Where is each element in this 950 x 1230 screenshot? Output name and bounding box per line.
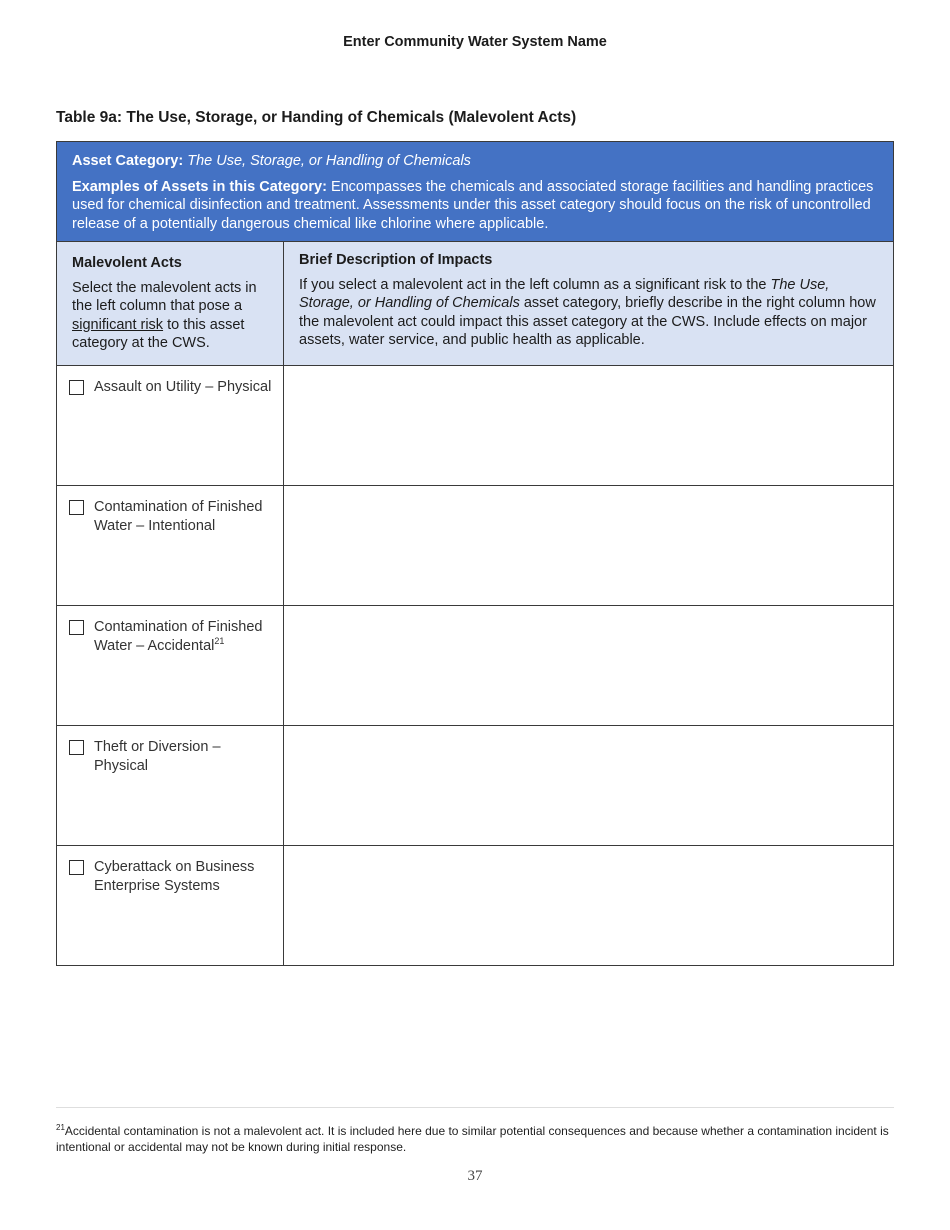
examples-text: Encompasses the chemicals and associated storage facilities and handling practices used for chemical disinfection and treatment. Assessments under this asset category should focus on the risk of uncontrolled release of a potentially dangerous chemical like chlorine where applicable. <box>72 178 874 232</box>
act-label: Theft or Diversion – Physical <box>94 739 221 774</box>
asset-category-line <box>72 152 878 171</box>
page-number: 37 <box>467 1168 483 1184</box>
act-label: Cyberattack on Business Enterprise Systems <box>94 859 255 894</box>
impact-description-field[interactable] <box>299 855 878 956</box>
table-row <box>57 726 893 846</box>
act-cell <box>57 486 284 605</box>
act-checkbox[interactable] <box>69 860 84 875</box>
impact-description-field[interactable] <box>299 375 878 476</box>
footnote-number: 21 <box>56 1123 65 1132</box>
table-row <box>57 366 893 486</box>
table-row <box>57 486 893 606</box>
malevolent-acts-header <box>57 242 284 365</box>
impacts-text: If you select a malevolent act in the left column as a significant risk to the <box>299 276 771 293</box>
examples-line <box>72 178 878 234</box>
table-row <box>57 606 893 726</box>
instructions-text-end: to this asset category at the CWS. <box>72 316 245 351</box>
act-cell <box>57 846 284 965</box>
instructions-text: Select the malevolent acts in the left column that pose a <box>72 279 257 314</box>
act-label: Contamination of Finished Water – Accidental$^{21}$ <box>94 619 263 654</box>
footnote-text: Accidental contamination is not a malevolent act. It is included here due to similar potential consequences and because whether a contamination incident is intentional or accidental may not be known during initial response. <box>56 1124 889 1154</box>
footnote-divider <box>56 1107 894 1108</box>
impact-description-cell[interactable] <box>284 366 893 485</box>
impacts-asset-name: The Use, Storage, or Handling of Chemicals <box>299 276 830 311</box>
impacts-title: Brief Description of Impacts <box>299 252 493 268</box>
impacts-instructions <box>299 276 878 350</box>
impact-description-field[interactable] <box>299 615 878 716</box>
act-label: Assault on Utility – Physical <box>94 379 272 395</box>
asset-category-banner <box>57 142 893 242</box>
asset-category-value: The Use, Storage, or Handling of Chemicals <box>187 153 471 169</box>
act-cell <box>57 366 284 485</box>
asset-category-label: Asset Category: <box>72 153 184 169</box>
malevolent-acts-table <box>56 141 894 966</box>
impact-description-cell[interactable] <box>284 846 893 965</box>
act-checkbox[interactable] <box>69 740 84 755</box>
impact-description-field[interactable] <box>299 495 878 596</box>
table-header-row <box>57 242 893 366</box>
malevolent-acts-title: Malevolent Acts <box>72 255 182 271</box>
impact-description-field[interactable] <box>299 735 878 836</box>
examples-label: Examples of Assets in this Category: <box>72 178 327 195</box>
act-checkbox[interactable] <box>69 620 84 635</box>
act-checkbox[interactable] <box>69 500 84 515</box>
footnote <box>56 1124 894 1155</box>
impact-description-cell[interactable] <box>284 486 893 605</box>
act-checkbox[interactable] <box>69 380 84 395</box>
system-name-heading: Enter Community Water System Name <box>343 34 607 50</box>
table-row <box>57 846 893 965</box>
act-cell <box>57 726 284 845</box>
malevolent-acts-instructions <box>72 279 268 353</box>
footnote-marker: 21 <box>214 635 225 646</box>
impacts-header <box>284 242 893 365</box>
table-title: Table 9a: The Use, Storage, or Handing of Chemicals (Malevolent Acts) <box>56 109 577 126</box>
impact-description-cell[interactable] <box>284 606 893 725</box>
act-label: Contamination of Finished Water – Intentional <box>94 499 263 534</box>
impact-description-cell[interactable] <box>284 726 893 845</box>
significant-risk-link[interactable]: significant risk <box>72 316 164 333</box>
impacts-text-end: asset category, briefly describe in the right column how the malevolent act could impact this asset category at the CWS. Include effects on major assets, water service, and public health as applicable. <box>299 295 876 348</box>
act-cell <box>57 606 284 725</box>
